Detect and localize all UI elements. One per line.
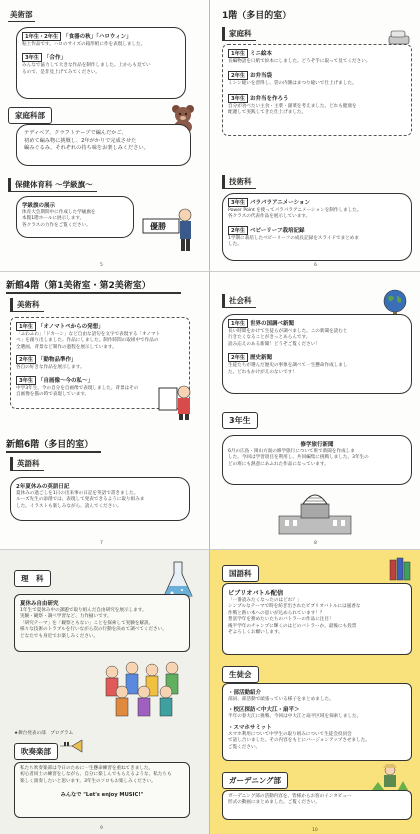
item-title: お弁当を作ろう	[250, 95, 289, 102]
box-title: ビブリオバトル配信	[228, 590, 284, 597]
japanese-box	[222, 583, 412, 655]
gardening-heading: ガーデニング部	[222, 772, 288, 789]
floor-heading-2: 新館6階（多目的室）	[6, 440, 94, 450]
text-line: 実験・観察・調べ学習など、力作揃いです。	[20, 614, 112, 620]
pe-box	[16, 196, 134, 238]
home-ec-heading: 家庭科	[222, 27, 256, 41]
text-line: 半年の春大江に挑戦、今回は中大江と扇平区域を探索しました。	[228, 714, 362, 720]
grade-tag: 1年生・2年生	[22, 32, 61, 41]
text-line: 初心者同士の練習をしながら、自分に楽しんでもらえるような、私たちも	[20, 772, 172, 778]
page-9	[0, 550, 209, 834]
box-title: 修学旅行新聞	[300, 442, 334, 448]
item-title: ベビーリーフ栽培記録	[250, 227, 305, 234]
text-line: 粘土作品です。ハロのサイズの箱形紙に作を表現しました。	[22, 42, 146, 47]
text-line: Power Point を使ってパラパラアニメーションを制作しました。	[228, 208, 362, 213]
item-title: 歴史新聞	[250, 355, 273, 362]
text-line: 各クラスの代表作品を展示しています。	[228, 214, 311, 220]
pe-heading: 保健体育科 ～学級旗～	[8, 178, 97, 192]
text-line: 6月の広島・岡山方面の修学旅行について班で新聞を作成しま	[228, 449, 355, 454]
text-line: 「研究テーマ」を「観察ともない」ことを探索して実験を解説、	[20, 620, 154, 626]
program-label: ★舞台発表の部 プログラム	[14, 731, 74, 736]
grade-tag: 3年生	[228, 198, 248, 207]
text-line: 生徒たちが選んだ歴史の事象を調べて一生懸命作成しまし	[228, 363, 348, 369]
brass-slogan: みんなで "Let's enjoy MUSIC!"	[60, 792, 144, 799]
text-line: 豊富学年を務めたいたちのバトラーの作品に注目！	[228, 617, 334, 623]
text-line: どの班にも熱意にあふれた作品になっています。	[228, 461, 329, 467]
item-title: 「動物品準作」	[38, 357, 77, 364]
text-line: スマホ利用について中学生の取り組みについて生徒会役員会	[228, 731, 352, 737]
band-members-illustration	[100, 658, 192, 718]
tech-heading: 技術科	[222, 175, 256, 189]
brass-box	[14, 762, 190, 818]
tech-box	[222, 193, 412, 261]
grade-tag: 2年生	[228, 226, 248, 235]
item-title: ・部活動紹介	[228, 690, 262, 696]
text-line: みんなで協力して大きな作品を制作しました。上からも見てい	[22, 63, 151, 69]
english-heading: 英語科	[10, 457, 44, 471]
box-title: 夏休み自由研究	[20, 601, 59, 607]
page-number: 6	[314, 263, 317, 268]
text-line: 自分が食べたい主食・主菜・副菜を考えました。どれも健康を	[228, 103, 357, 109]
page-10	[210, 550, 420, 834]
text-line: した。イラストも楽しみながら、読んでください。	[16, 503, 122, 509]
text-line: ミシン縫いを習得し、袋の内側はまつり縫いで仕上げました。	[228, 81, 357, 87]
item-title: ミニ絵本	[250, 51, 273, 57]
grade3-box	[222, 435, 412, 485]
flag-label: 優勝	[150, 222, 166, 231]
grade-tag: 2年生	[228, 353, 248, 362]
social-heading: 社会科	[222, 294, 256, 308]
text-line: どなたでも身近でお楽しみください。	[20, 633, 99, 639]
heading-underline	[6, 292, 181, 294]
text-line: 「ふわふわ」「ドカーン」など自由な語句を文字で表現する「オノマト	[16, 332, 161, 337]
item-title: ・スマホサミット	[228, 724, 272, 731]
grade-tag: 1年生	[228, 49, 248, 58]
sewing-icon	[388, 30, 410, 46]
gardener-illustration	[370, 762, 410, 792]
victory-flag-illustration	[141, 205, 197, 255]
page-7	[0, 272, 209, 549]
box-title: 学級旗の展示	[22, 203, 56, 209]
item-title: お弁当袋	[250, 73, 273, 80]
art-club-box	[16, 27, 186, 99]
floor-heading: 1階（多目的室）	[222, 11, 292, 21]
grade-tag: 3年生	[16, 376, 36, 385]
japanese-heading: 国語科	[222, 565, 259, 582]
social-box	[222, 314, 412, 394]
box-title: 2年夏休みの英語日記	[16, 484, 70, 490]
grade-tag: 3年生	[22, 53, 42, 62]
text-line: した。今回は学習項目を利用し、共同編集に挑戦しました。3年生の	[228, 455, 369, 461]
text-line: 作戦と熱い本への思いが込められています！？	[228, 610, 325, 616]
item-title: 「食器の秋」「ハロウィン」	[63, 34, 132, 40]
council-box	[222, 683, 412, 761]
page-6	[210, 0, 420, 271]
science-heading: 理 科	[14, 570, 51, 587]
text-line: 後半学年のチャンプに輝くのはどのバトラーか。最後にも投票	[228, 623, 357, 629]
item-title: 世界の国調べ新聞	[250, 321, 295, 327]
text-line: 楽しく演奏したいと思います。3年生のソロもお楽しみください。	[20, 778, 156, 784]
science-box	[14, 594, 190, 652]
text-line: ルーズ先生の添削では、表現して発表できるように取り組みま	[16, 497, 145, 503]
text-line: 私たち吹奏楽部は今日のために一生懸命練習を重ねてきました。	[20, 766, 154, 771]
item-title: 「自画像～今の私～」	[38, 377, 94, 384]
grade-tag: 1年生	[16, 322, 36, 331]
page-number: 5	[100, 263, 103, 268]
item-title: 「オノマトペからの発想」	[38, 324, 104, 330]
page-number: 8	[314, 541, 317, 546]
text-line: 本館1階ホールに展示します。	[22, 216, 85, 222]
council-heading: 生徒会	[222, 666, 259, 683]
text-line: シンプルなテーマで時を紡ぎ出されたビブリオバトルには風香な	[228, 604, 361, 610]
heading-underline	[6, 451, 101, 453]
text-line: 1年生で夏休み中の課題で取り組んだ自由研究を展示します。	[20, 608, 147, 613]
text-line: 「一番読みたくなったのはどれ？」	[228, 598, 302, 603]
text-line: ぞよろしくお願いします。	[228, 630, 283, 636]
text-line: 夏休みの過ごしを1日の出来事の日記を英語で書きました。	[16, 491, 139, 496]
text-line: 読み応えのある新聞！どうぞご覧ください！	[228, 341, 320, 347]
text-line: テディベア、クラフトテープで編んだかご、	[24, 130, 127, 136]
page-8	[210, 272, 420, 549]
art-club-heading: 美術部	[8, 8, 35, 22]
text-line: 初めて編み物に挑戦し、2年がかりで完成させた	[24, 137, 137, 144]
floor-heading: 新館4階（第1美術室・第2美術室）	[6, 281, 151, 291]
text-line: 長編物語を口紙で絵本にしました。どうぞ手に取って見てください。	[228, 59, 371, 64]
item-title: ・校区探訪＜中大江・扇平＞	[228, 707, 300, 714]
home-club-heading: 家庭科部	[8, 107, 52, 124]
page-number: 10	[312, 828, 318, 833]
text-line: 自画像を描の時で表現しています。	[16, 392, 90, 398]
item-title: 「合作」	[44, 55, 67, 62]
text-line: 全選画、背景など制作の過程を展示しています。	[16, 344, 117, 350]
grade-tag: 2年生	[228, 71, 248, 80]
page-number: 9	[100, 826, 103, 831]
text-line: 長い時間をかけて生徒らが調べました。この新聞を読むと	[228, 329, 348, 334]
text-line: 行きたくなることがきっとあらんです。	[228, 335, 311, 341]
text-line: るので、是非見上げてみてください。	[22, 69, 101, 75]
gardening-box	[222, 790, 412, 820]
text-line: した。	[228, 242, 242, 248]
grade-tag: 2年生	[16, 355, 36, 364]
grade-tag: 1年生	[228, 319, 248, 328]
text-line: で話し合いました。その内容をもとにバージョンアップさせました。	[228, 738, 370, 744]
text-line: 編みぐるみ。それぞれの持ち味をお楽しみください。	[24, 145, 149, 151]
home-club-box	[16, 124, 191, 166]
grade-tag: 3年生	[228, 94, 248, 103]
text-line: 部員、部活動で頑張っている様子をまとめました。	[228, 697, 334, 702]
text-line: 中学3年生、今の自分を自画像で表現しました。背景はその	[16, 385, 139, 391]
painter-illustration	[157, 382, 193, 420]
text-line: た。どれもかけがえのないです！	[228, 369, 297, 375]
text-line: ペ」を創り出しました。作品にしました。制作時間の取組中で作品の	[16, 338, 159, 344]
page-5	[0, 0, 209, 271]
brass-heading: 吹奏楽部	[14, 743, 58, 760]
text-line: 1学期に栽培したベビーリーフの成長記録をスライドでまとめま	[228, 235, 359, 241]
english-box	[10, 477, 190, 521]
text-line: 各クラスの力作をご覧ください。	[22, 222, 91, 228]
home-ec-box	[222, 44, 412, 136]
text-line: 体育大会期間中に作成した学級旗を	[22, 210, 96, 215]
text-line: 様々な技術のトラブルを行いながら次の行動を決めて調べてください。	[20, 627, 167, 633]
text-line: 各自の好きな作品を展示します。	[16, 365, 85, 371]
book-stack-icon	[388, 556, 412, 582]
trumpet-icon	[58, 736, 84, 756]
item-title: パラパラアニメーション	[250, 200, 311, 206]
art-heading: 美術科	[10, 298, 44, 312]
text-line: ガーデニング部の活動内容を、皆様からお客のインタビュー	[228, 794, 352, 799]
page-number: 7	[100, 541, 103, 546]
text-line: ご覧ください。	[228, 744, 261, 750]
text-line: 配慮して実践してきた仕上げました。	[228, 110, 307, 116]
grade3-heading: 3年生	[222, 412, 258, 429]
dome-building-illustration	[265, 486, 365, 536]
text-line: 形式の動画にまとめました。ご覧ください。	[228, 800, 320, 806]
